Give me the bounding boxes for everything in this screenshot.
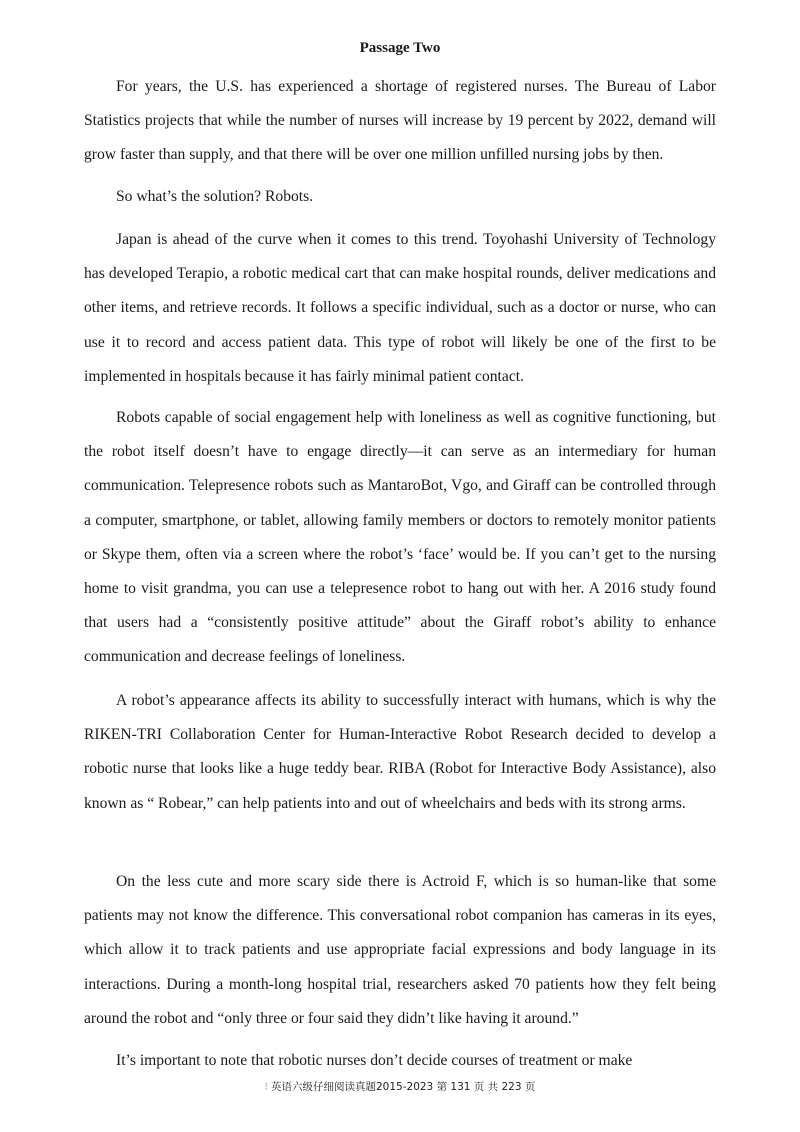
paragraph-6: On the less cute and more scary side there is Actroid F, which is so human-like that some patients may not know the difference. This conversational robot companion has cameras in its eyes, which allow it to track patients and use appropriate facial expressions and body language in its interactions. During a month-long hospital trial, researchers asked 70 patients how they felt being around the robot and “only three or four said they didn’t like having it around.” (84, 873, 716, 1027)
paragraph-4: Robots capable of social engagement help with loneliness as well as cognitive functioning, but the robot itself doesn’t have to engage directly—it can serve as an intermediary for human communication. Telepresence robots such as MantaroBot, Vgo, and Giraff can be controlled through a computer, smartphone, or tablet, allowing family members or doctors to remotely monitor patients or Skype them, often via a screen where the robot’s ‘face’ would be. If you can’t get to the nursing home to visit grandma, you can use a telepresence robot to hang out with her. A 2016 study found that users had a “consistently positive attitude” about the Giraff robot’s ability to enhance communication and decrease feelings of loneliness. (84, 409, 716, 666)
paragraph-3: Japan is ahead of the curve when it comes to this trend. Toyohashi University of Technology has developed Terapio, a robotic medical cart that can make hospital rounds, deliver medications and other items, and retrieve records. It follows a specific individual, such as a doctor or nurse, who can use it to record and access patient data. This type of robot will likely be one of the first to be implemented in hospitals because it has fairly minimal patient contact. (84, 231, 716, 385)
footer-mark: ⁝ (264, 1081, 268, 1093)
page-footer (0, 1080, 800, 1094)
paragraph-7: It’s important to note that robotic nurses don’t decide courses of treatment or make (116, 1052, 633, 1069)
paragraph-1: For years, the U.S. has experienced a shortage of registered nurses. The Bureau of Labor Statistics projects that while the number of nurses will increase by 19 percent by 2022, demand will grow faster than supply, and that there will be over one million unfilled nursing jobs by then. (84, 78, 716, 164)
paragraph-5: A robot’s appearance affects its ability to successfully interact with humans, which is why the RIKEN-TRI Collaboration Center for Human-Interactive Robot Research decided to develop a robotic nurse that looks like a huge teddy bear. RIBA (Robot for Interactive Body Assistance), also known as “ Robear,” can help patients into and out of wheelchairs and beds with its strong arms. (84, 692, 716, 812)
footer-page-info: 英语六级仔细阅读真题2015-2023 第 131 页 共 223 页 (271, 1081, 536, 1093)
passage-title: Passage Two (359, 40, 441, 56)
paragraph-2: So what’s the solution? Robots. (116, 188, 314, 205)
